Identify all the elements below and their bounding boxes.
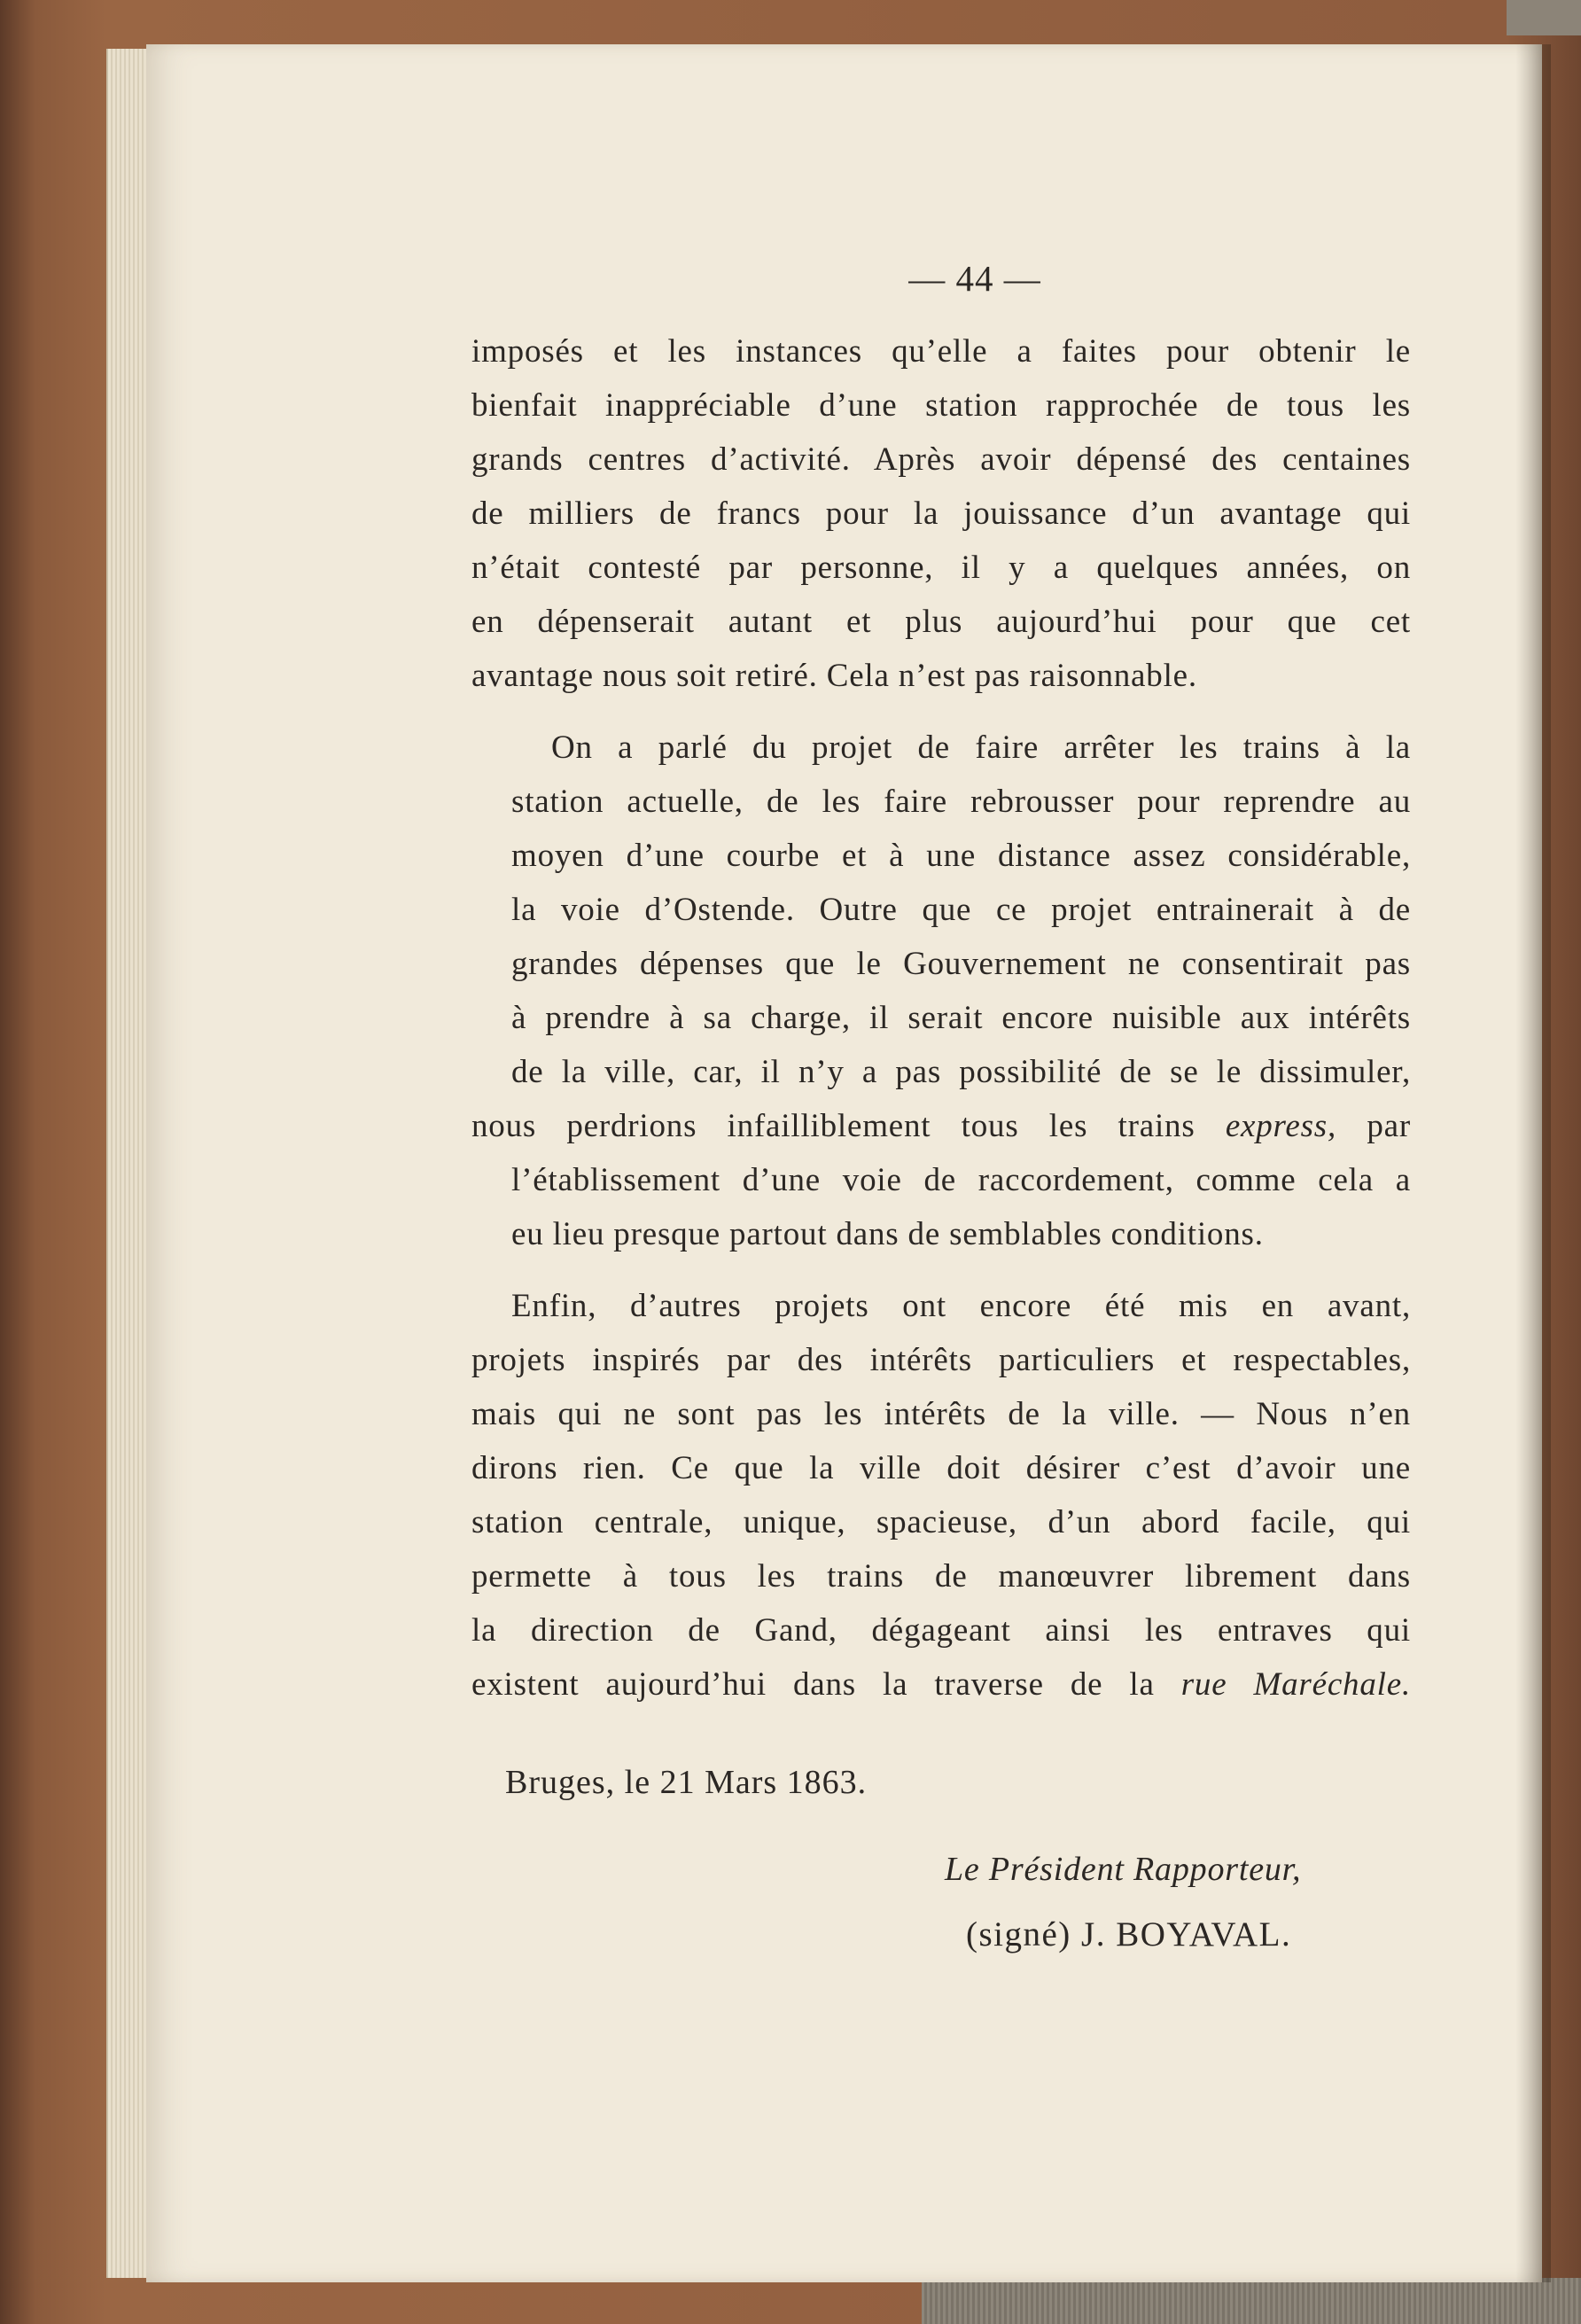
- cover-cloth-top: [1507, 0, 1581, 35]
- text-line: station centrale, unique, spacieuse, d’un abord facile, qui: [471, 1504, 1411, 1540]
- body-text: [471, 324, 1411, 1712]
- text-line: permette à tous les trains de manœuvrer librement dans: [471, 1558, 1411, 1595]
- text-line: la voie d’Ostende. Outre que ce projet entrainerait à de: [511, 892, 1411, 928]
- text-line: l’établissement d’une voie de raccordement, comme cela a: [511, 1162, 1411, 1198]
- paragraph-3: [471, 1279, 1411, 1712]
- text-line: bienfait inappréciable d’une station rapprochée de tous les: [471, 387, 1411, 424]
- text-line: n’était contesté par personne, il y a quelques années, on: [471, 550, 1411, 586]
- text-line: station actuelle, de les faire rebrousser pour reprendre au: [511, 784, 1411, 820]
- text-line: de milliers de francs pour la jouissance d’un avantage qui: [471, 495, 1411, 532]
- text-line: à prendre à sa charge, il serait encore nuisible aux intérêts: [511, 1000, 1411, 1036]
- text-segment: par: [1367, 1108, 1411, 1144]
- text-line: en dépenserait autant et plus aujourd’hui pour que cet: [471, 604, 1411, 640]
- cover-cloth-bottom: [922, 2278, 1581, 2324]
- text-segment: nous perdrions infailliblement tous les trains: [471, 1108, 1195, 1144]
- page-number: — 44 —: [908, 258, 1041, 299]
- signature-name: (signé) J. BOYAVAL.: [966, 1915, 1292, 1954]
- text-line: avantage nous soit retiré. Cela n’est pas raisonnable.: [471, 658, 1197, 694]
- text-line: [471, 1657, 1411, 1712]
- text-line: moyen d’une courbe et à une distance assez considérable,: [511, 838, 1411, 874]
- text-line: [471, 1099, 1411, 1153]
- text-line: grands centres d’activité. Après avoir dépensé des centaines: [471, 441, 1411, 478]
- text-line: eu lieu presque partout dans de semblables conditions.: [511, 1216, 1264, 1252]
- italic-word: express,: [1225, 1108, 1337, 1144]
- date-line: Bruges, le 21 Mars 1863.: [505, 1764, 868, 1801]
- text-line: mais qui ne sont pas les intérêts de la ville. — Nous n’en: [471, 1396, 1411, 1432]
- paragraph-1: [471, 324, 1411, 703]
- text-line: imposés et les instances qu’elle a faites pour obtenir le: [471, 333, 1411, 370]
- text-line: On a parlé du projet de faire arrêter les trains à la: [551, 729, 1411, 766]
- signature-title: Le Président Rapporteur,: [945, 1851, 1302, 1888]
- text-segment: existent aujourd’hui dans la traverse de la: [471, 1666, 1155, 1703]
- text-line: Enfin, d’autres projets ont encore été mis en avant,: [511, 1288, 1411, 1324]
- page-gutter-shadow: [1515, 44, 1551, 2282]
- text-line: projets inspirés par des intérêts particuliers et respectables,: [471, 1342, 1411, 1378]
- text-line: dirons rien. Ce que la ville doit désirer c’est d’avoir une: [471, 1450, 1411, 1486]
- paragraph-2: [471, 721, 1411, 1261]
- text-line: de la ville, car, il n’y a pas possibilité de se le dissimuler,: [511, 1054, 1411, 1090]
- italic-street-name: rue Maréchale.: [1180, 1666, 1411, 1703]
- text-line: grandes dépenses que le Gouvernement ne consentirait pas: [511, 946, 1411, 982]
- text-line: la direction de Gand, dégageant ainsi les entraves qui: [471, 1612, 1411, 1649]
